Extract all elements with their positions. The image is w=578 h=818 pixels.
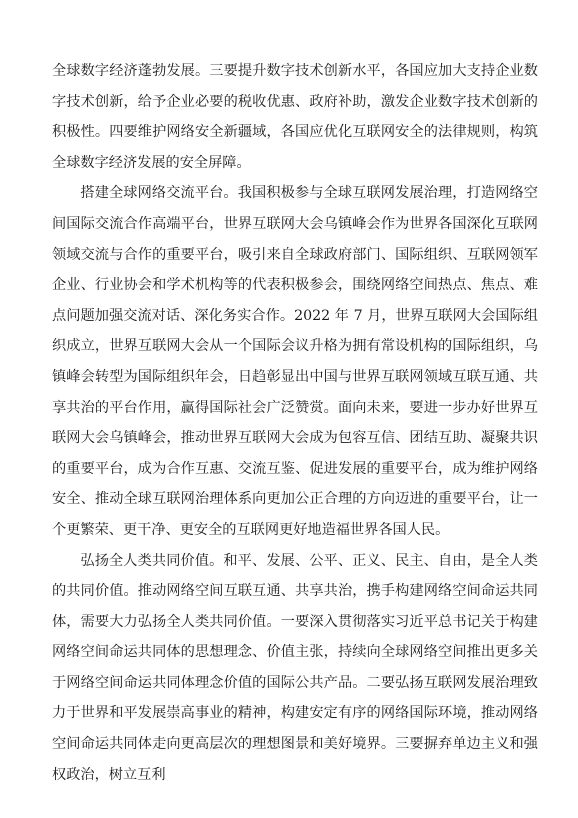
body-text — [52, 56, 538, 790]
paragraph-network-platform: 搭建全球网络交流平台。我国积极参与全球互联网发展治理，打造网络空间国际交流合作高端平台，世界互联网大会乌镇峰会作为世界各国深化互联网领域交流与合作的重要平台，吸引来自全球政府部门、国际组织、互联网领军企业、行业协会和学术机构等的代表积极参会，围绕网络空间热点、焦点、难点问题加强交流对话、深化务实合作。2022 年 7 月，世界互联网大会国际组织成立，世界互联网大会从一个国际会议升格为拥有常设机构的国际组织，乌镇峰会转型为国际组织年会，日趋彰显出中国与世界互联网领域互联互通、共享共治的平台作用，赢得国际社会广泛赞赏。面向未来，要进一步办好世界互联网大会乌镇峰会，推动世界互联网大会成为包容互信、团结互助、凝聚共识的重要平台，成为合作互惠、交流互鉴、促进发展的重要平台，成为维护网络安全、推动全球互联网治理体系向更加公正合理的方向迈进的重要平台，让一个更繁荣、更干净、更安全的互联网更好地造福世界各国人民。 — [52, 185, 538, 538]
paragraph-continued: 全球数字经济蓬勃发展。三要提升数字技术创新水平，各国应加大支持企业数字技术创新，给予企业必要的税收优惠、政府补助，激发企业数字技术创新的积极性。四要维护网络安全新疆域，各国应优化互联网安全的法律规则，构筑全球数字经济发展的安全屏障。 — [52, 63, 538, 171]
paragraph-common-values: 弘扬全人类共同价值。和平、发展、公平、正义、民主、自由，是全人类的共同价值。推动网络空间互联互通、共享共治，携手构建网络空间命运共同体，需要大力弘扬全人类共同价值。一要深入贯彻落实习近平总书记关于构建网络空间命运共同体的思想理念、价值主张，持续向全球网络空间推出更多关于网络空间命运共同体理念价值的国际公共产品。二要弘扬互联网发展治理致力于世界和平发展崇高事业的精神，构建安定有序的网络国际环境，推动网络空间命运共同体走向更高层次的理想图景和美好境界。三要摒弃单边主义和强权政治，树立互利 — [52, 552, 538, 783]
